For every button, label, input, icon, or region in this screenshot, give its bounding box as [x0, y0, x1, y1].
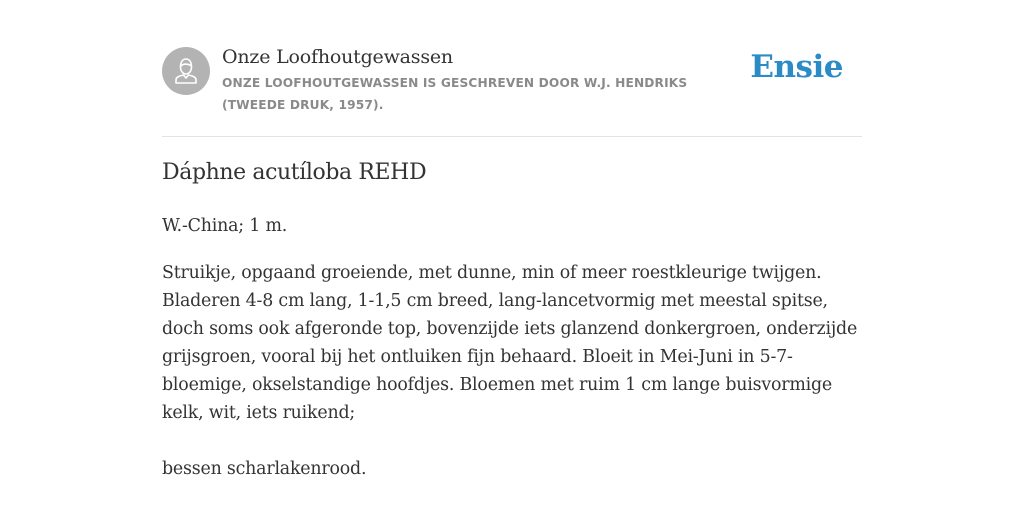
page: [162, 0, 862, 512]
source-description: ONZE LOOFHOUTGEWASSEN IS GESCHREVEN DOOR W.J. HENDRIKS (TWEEDE DRUK, 1957).: [222, 76, 688, 112]
article-paragraph: W.-China; 1 m.: [162, 216, 288, 236]
article-title: Dáphne acutíloba REHD: [162, 160, 427, 185]
avatar: [162, 47, 210, 95]
source-header: [162, 45, 862, 137]
article-paragraph: Struikje, opgaand groeiende, met dunne, min of meer roestkleurige twijgen. Bladeren 4-8 cm lang, 1-1,5 cm breed, lang-lancetvormig met meestal spitse, doch soms ook afgeronde top, bovenzijde iets glanzend donkergroen, onderzijde grijsgroen, vooral bij het ontluiken fijn behaard. Bloeit in Mei-Juni in 5-7-bloemige, okselstandige hoofdjes. Bloemen met ruim 1 cm lange buisvormige kelk, wit, iets ruikend;: [162, 263, 858, 423]
user-silhouette-icon: [162, 47, 210, 95]
article-paragraph: bessen scharlakenrood.: [162, 459, 367, 479]
ensie-logo[interactable]: Ensie: [750, 49, 843, 85]
source-title[interactable]: Onze Loofhoutgewassen: [222, 46, 453, 68]
